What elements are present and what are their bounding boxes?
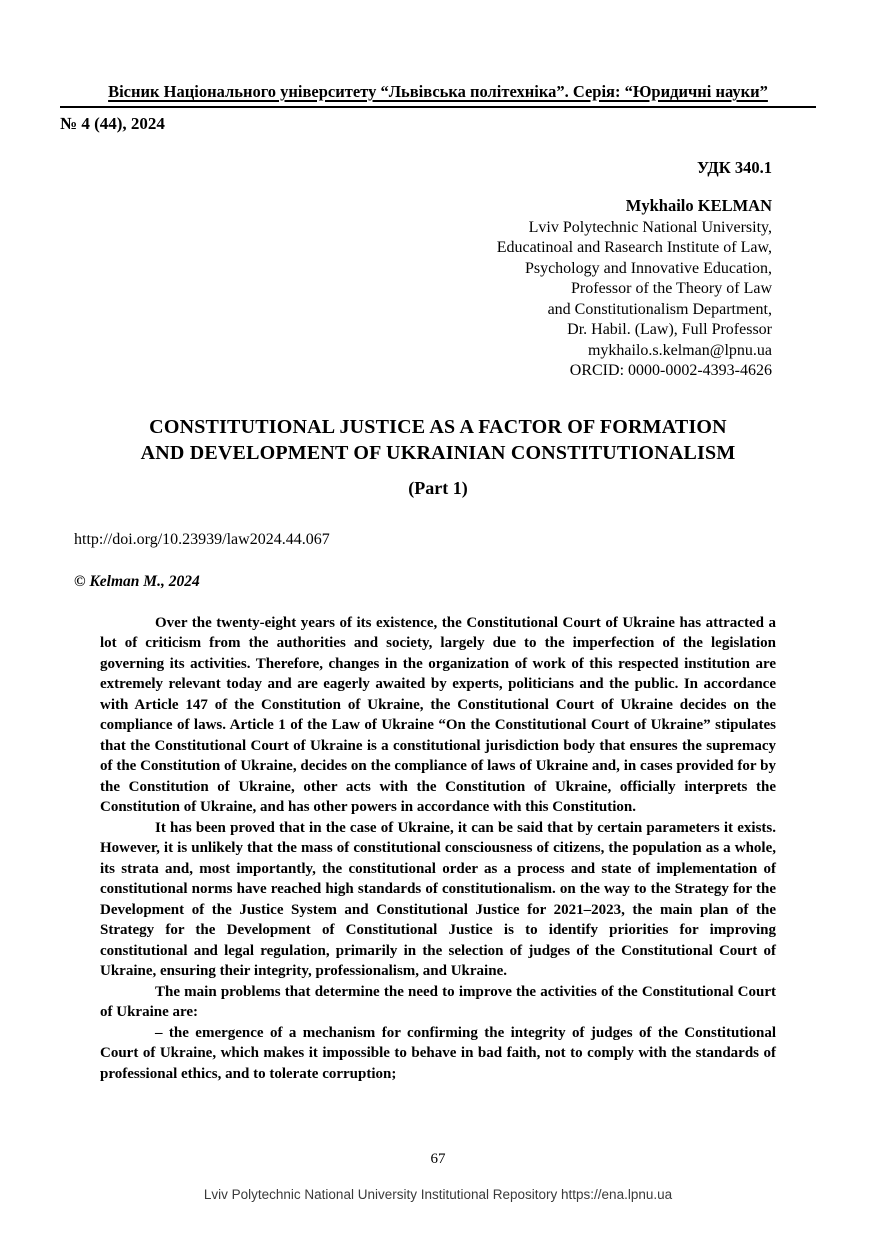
journal-title: Вісник Національного університету “Львівська політехніка”. Серія: “Юридичні науки”: [108, 82, 768, 101]
author-degree-line: Dr. Habil. (Law), Full Professor: [567, 321, 772, 338]
author-affiliation-line: and Constitutionalism Department,: [547, 300, 772, 318]
author-affiliation-line: Lviv Polytechnic National University,: [528, 218, 772, 236]
copyright-line: © Kelman M., 2024: [74, 572, 200, 590]
header-divider: [60, 106, 816, 108]
article-part-label: (Part 1): [408, 477, 468, 498]
body-paragraph: The main problems that determine the need to improve the activities of the Constitutional Court of Ukraine are:: [100, 983, 776, 1020]
author-name: Mykhailo KELMAN: [625, 196, 772, 215]
article-title: [60, 414, 816, 466]
body-paragraph-bullet: – the emergence of a mechanism for confirming the integrity of judges of the Constitutional Court of Ukraine, which makes it impossible to behave in bad faith, not to comply with the standards of professional ethics, and to tolerate corruption;: [100, 1024, 776, 1082]
body-paragraph: It has been proved that in the case of Ukraine, it can be said that by certain parameters it exists. However, it is unlikely that the mass of constitutional consciousness of citizens, the population as a whole, its strata and, most importantly, the constitutional order as a process and state of implementation of constitutional norms have reached high standards of constitutionalism. on the way to the Strategy for the Development of the Justice System and Constitutional Justice for 2021–2023, the main plan of the Strategy for the Development of Constitutional Justice is to identify priorities for improving constitutional and legal regulation, primarily in the selection of judges of the Constitutional Court of Ukraine, ensuring their integrity, professionalism, and Ukraine.: [100, 819, 776, 979]
article-title-line-2: AND DEVELOPMENT OF UKRAINIAN CONSTITUTIONALISM: [140, 441, 736, 464]
page-number: 67: [430, 1151, 446, 1167]
author-affiliation-line: Psychology and Innovative Education,: [524, 259, 772, 277]
author-email[interactable]: mykhailo.s.kelman@lpnu.ua: [587, 341, 772, 359]
udc-code: УДК 340.1: [696, 158, 772, 177]
doi-link[interactable]: http://doi.org/10.23939/law2024.44.067: [74, 530, 330, 548]
article-body: [100, 613, 776, 1085]
article-title-line-1: CONSTITUTIONAL JUSTICE AS A FACTOR OF FORMATION: [149, 415, 727, 438]
author-affiliation-line: Professor of the Theory of Law: [571, 280, 772, 297]
repository-footer: Lviv Polytechnic National University Institutional Repository https://ena.lpnu.ua: [203, 1187, 673, 1202]
author-block: [60, 196, 772, 382]
author-orcid: ORCID: 0000-0002-4393-4626: [569, 362, 772, 379]
body-paragraph: Over the twenty-eight years of its existence, the Constitutional Court of Ukraine has attracted a lot of criticism from the authorities and society, largely due to the imperfection of the legislation governing its activities. Therefore, changes in the organization of work of this respected institution are extremely relevant today and are eagerly awaited by experts, politicians and the public. In accordance with Article 147 of the Constitution of Ukraine, the Constitutional Court of Ukraine decides on the compliance of laws. Article 1 of the Law of Ukraine “On the Constitutional Court of Ukraine” stipulates that the Constitutional Court of Ukraine is a constitutional jurisdiction body that ensures the supremacy of the Constitution of Ukraine, decides on the compliance of laws of Ukraine and, in cases provided for by the Constitution of Ukraine, other acts with the Constitution of Ukraine, officially interprets the Constitution of Ukraine, and has other powers in accordance with this Constitution.: [100, 614, 776, 815]
issue-number: № 4 (44), 2024: [60, 114, 165, 133]
author-affiliation-line: Educatinoal and Rasearch Institute of Law,: [496, 239, 772, 256]
